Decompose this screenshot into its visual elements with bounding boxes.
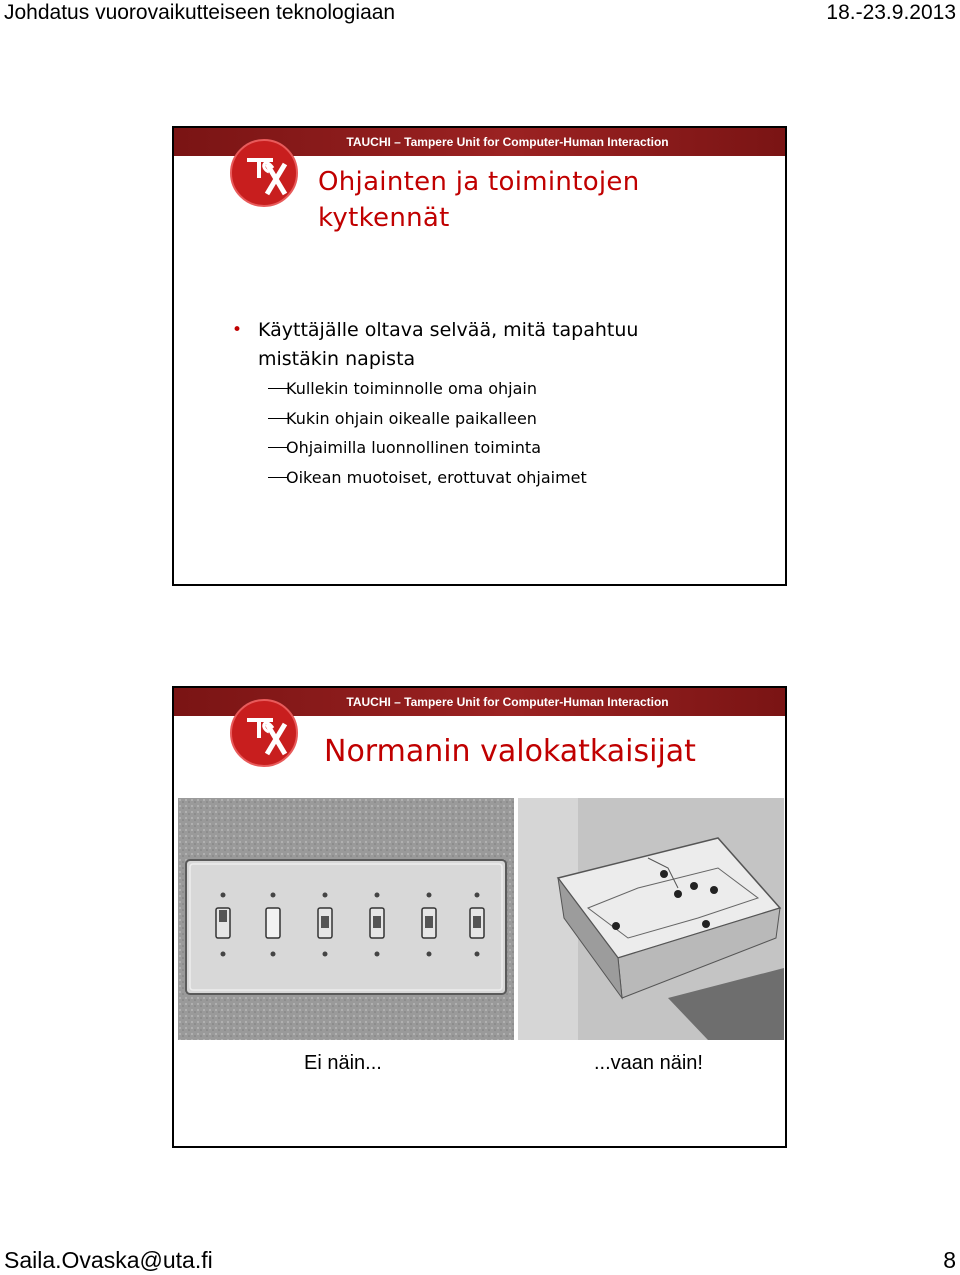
caption-left: Ei näin... bbox=[304, 1052, 382, 1074]
slide-1 bbox=[172, 126, 787, 586]
slide-title-line-1: Ohjainten ja toimintojen bbox=[318, 167, 640, 197]
bullet-text-line-1: Käyttäjälle oltava selvää, mitä tapahtuu bbox=[258, 319, 639, 341]
dash-icon bbox=[268, 418, 288, 419]
slide-banner: TAUCHI – Tampere Unit for Computer-Human Interaction bbox=[174, 128, 785, 156]
sub-bullet-text: Ohjaimilla luonnollinen toiminta bbox=[286, 438, 541, 457]
sub-bullet-item bbox=[230, 433, 638, 463]
footer-email: Saila.Ovaska@uta.fi bbox=[4, 1247, 213, 1273]
sub-bullet-text: Oikean muotoiset, erottuvat ohjaimet bbox=[286, 467, 587, 487]
slide-title-line-2: kytkennät bbox=[318, 203, 450, 233]
bullet-text-line-2: mistäkin napista bbox=[258, 348, 416, 370]
mapped-switch-box-photo bbox=[518, 798, 784, 1040]
page-header-title: Johdatus vuorovaikutteiseen teknologiaan bbox=[4, 1, 396, 24]
dash-icon bbox=[268, 477, 288, 478]
slide-2 bbox=[172, 686, 787, 1148]
caption-right: ...vaan näin! bbox=[594, 1052, 703, 1074]
slide-title: Normanin valokatkaisijat bbox=[324, 734, 696, 769]
tauchi-logo-icon bbox=[229, 698, 299, 768]
slide-banner: TAUCHI – Tampere Unit for Computer-Human Interaction bbox=[174, 688, 785, 716]
bullet-list bbox=[230, 316, 638, 492]
sub-bullet-item bbox=[230, 463, 638, 493]
bullet-dot-icon: • bbox=[232, 320, 243, 340]
sub-bullet-text: Kukin ohjain oikealle paikalleen bbox=[286, 408, 537, 428]
photo-area bbox=[178, 798, 783, 1040]
tauchi-logo-icon bbox=[229, 138, 299, 208]
sub-bullet-text: Kullekin toiminnolle oma ohjain bbox=[286, 379, 537, 398]
sub-bullet-item bbox=[230, 404, 638, 434]
page-header-date: 18.-23.9.2013 bbox=[826, 1, 956, 24]
dash-icon bbox=[268, 388, 288, 389]
slide-title bbox=[318, 164, 640, 236]
bullet-item bbox=[230, 316, 638, 374]
sub-bullet-item bbox=[230, 374, 638, 404]
switch-panel-photo bbox=[178, 798, 514, 1040]
dash-icon bbox=[268, 447, 288, 448]
footer-page-number: 8 bbox=[943, 1247, 956, 1273]
